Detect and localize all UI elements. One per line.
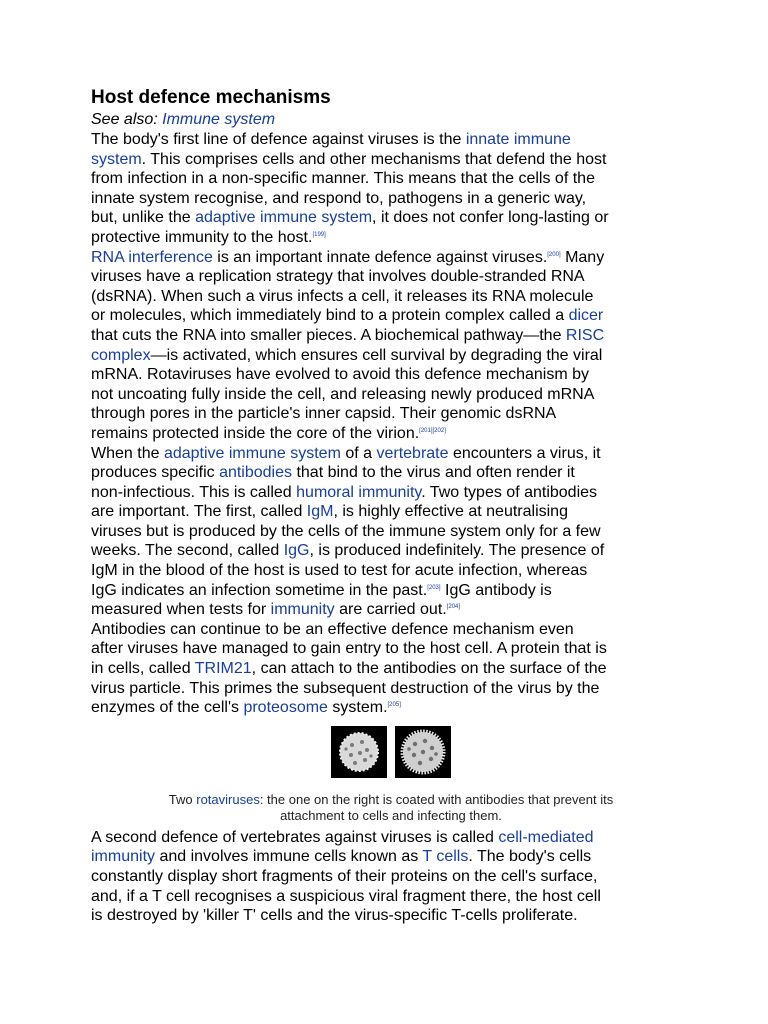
link-risc-complex[interactable]: RISC complex bbox=[91, 326, 605, 364]
reference-205[interactable]: [205] bbox=[387, 702, 401, 709]
link-proteosome[interactable]: proteosome bbox=[243, 699, 328, 717]
rotavirus-image-right[interactable] bbox=[395, 726, 451, 778]
figure-caption: Two rotaviruses: the one on the right is coated with antibodies that prevent its attachment to cells and infecting them. bbox=[168, 791, 614, 823]
link-immunity[interactable]: immunity bbox=[270, 601, 335, 619]
reference-203[interactable]: [203] bbox=[427, 584, 441, 591]
rotavirus-figure bbox=[91, 726, 691, 778]
link-rna-interference[interactable]: RNA interference bbox=[91, 248, 213, 266]
link-dicer[interactable]: dicer bbox=[568, 307, 604, 325]
see-also-hatnote bbox=[91, 110, 691, 130]
link-rotaviruses[interactable]: rotaviruses bbox=[196, 791, 260, 807]
reference-204[interactable]: [204] bbox=[446, 604, 461, 611]
paragraph-rna-interference: RNA interference is an important innate defence against viruses.[200] Many viruses have a replication strategy that involves double-stranded RNA (dsRNA). When such a virus infects a cell, it releases its RNA molecule or molecules, which immediately bind to a protein complex called a dicer that cuts the RNA into smaller pieces. A biochemical pathway—the RISC complex—is activated, which ensures cell survival by degrading the viral mRNA. Rotaviruses have evolved to avoid this defence mechanism by not uncoating fully inside the cell, and releasing newly produced mRNA through pores in the particle's inner capsid. Their genomic dsRNA remains protected inside the core of the virion.[201][202] bbox=[91, 248, 605, 442]
section-heading: Host defence mechanisms bbox=[91, 87, 331, 108]
rotavirus-image-left[interactable] bbox=[331, 726, 387, 778]
antibody-coated-virus-icon bbox=[398, 728, 448, 776]
paragraph-trim21: Antibodies can continue to be an effective defence mechanism even after viruses have managed to gain entry to the host cell. A protein that is in cells, called TRIM21, can attach to the antibodies on the surface of the virus particle. This primes the subsequent destruction of the virus by the enzymes of the cell's proteosome system.[205] bbox=[91, 620, 607, 717]
link-t-cells[interactable]: T cells bbox=[422, 848, 469, 866]
paragraph-innate-immunity: The body's first line of defence against viruses is the innate immune system. This comprises cells and other mechanisms that defend the host from infection in a non-specific manner. This means that the cells of the innate system recognise, and respond to, pathogens in a generic way, but, unlike the adaptive immune system, it does not confer long-lasting or protective immunity to the host.[199] bbox=[91, 131, 609, 246]
reference-199[interactable]: [199] bbox=[312, 231, 326, 238]
link-cell-mediated-immunity[interactable]: cell-mediated immunity bbox=[91, 828, 594, 866]
link-trim21[interactable]: TRIM21 bbox=[194, 660, 252, 678]
link-humoral-immunity[interactable]: humoral immunity bbox=[296, 483, 422, 501]
reference-201-202[interactable]: [201][202] bbox=[419, 427, 446, 434]
link-igm[interactable]: IgM bbox=[306, 503, 334, 521]
virus-particle-icon bbox=[334, 728, 384, 776]
paragraph-cell-mediated-immunity: A second defence of vertebrates against viruses is called cell-mediated immunity and involves immune cells known as T cells. The body's cells constantly display short fragments of their proteins on the cell's surface, and, if a T cell recognises a suspicious viral fragment there, the host cell is destroyed by 'killer T' cells and the virus-specific T-cells proliferate. bbox=[91, 828, 601, 925]
link-adaptive-immune-system[interactable]: adaptive immune system bbox=[195, 209, 373, 227]
article-section bbox=[91, 86, 691, 926]
reference-200[interactable]: [200] bbox=[547, 251, 561, 258]
link-antibodies[interactable]: antibodies bbox=[219, 464, 293, 482]
link-adaptive-immune-system-2[interactable]: adaptive immune system bbox=[163, 444, 341, 462]
see-also-prefix: See also: bbox=[91, 111, 163, 128]
link-innate-immune-system[interactable]: innate immune system bbox=[91, 131, 571, 168]
paragraph-adaptive-immunity: When the adaptive immune system of a vertebrate encounters a virus, it produces specific antibodies that bind to the virus and often render it non-infectious. This is called humoral immunity. Two types of antibodies are important. The first, called IgM, is highly effective at neutralising viruses but is produced by the cells of the immune system only for a few weeks. The second, called IgG, is produced indefinitely. The presence of IgM in the blood of the host is used to test for acute infection, whereas IgG indicates an infection sometime in the past.[203] IgG antibody is measured when tests for immunity are carried out.[204] bbox=[91, 444, 605, 619]
link-immune-system[interactable]: Immune system bbox=[162, 111, 276, 128]
link-vertebrate[interactable]: vertebrate bbox=[376, 444, 449, 462]
link-igg[interactable]: IgG bbox=[283, 542, 310, 560]
